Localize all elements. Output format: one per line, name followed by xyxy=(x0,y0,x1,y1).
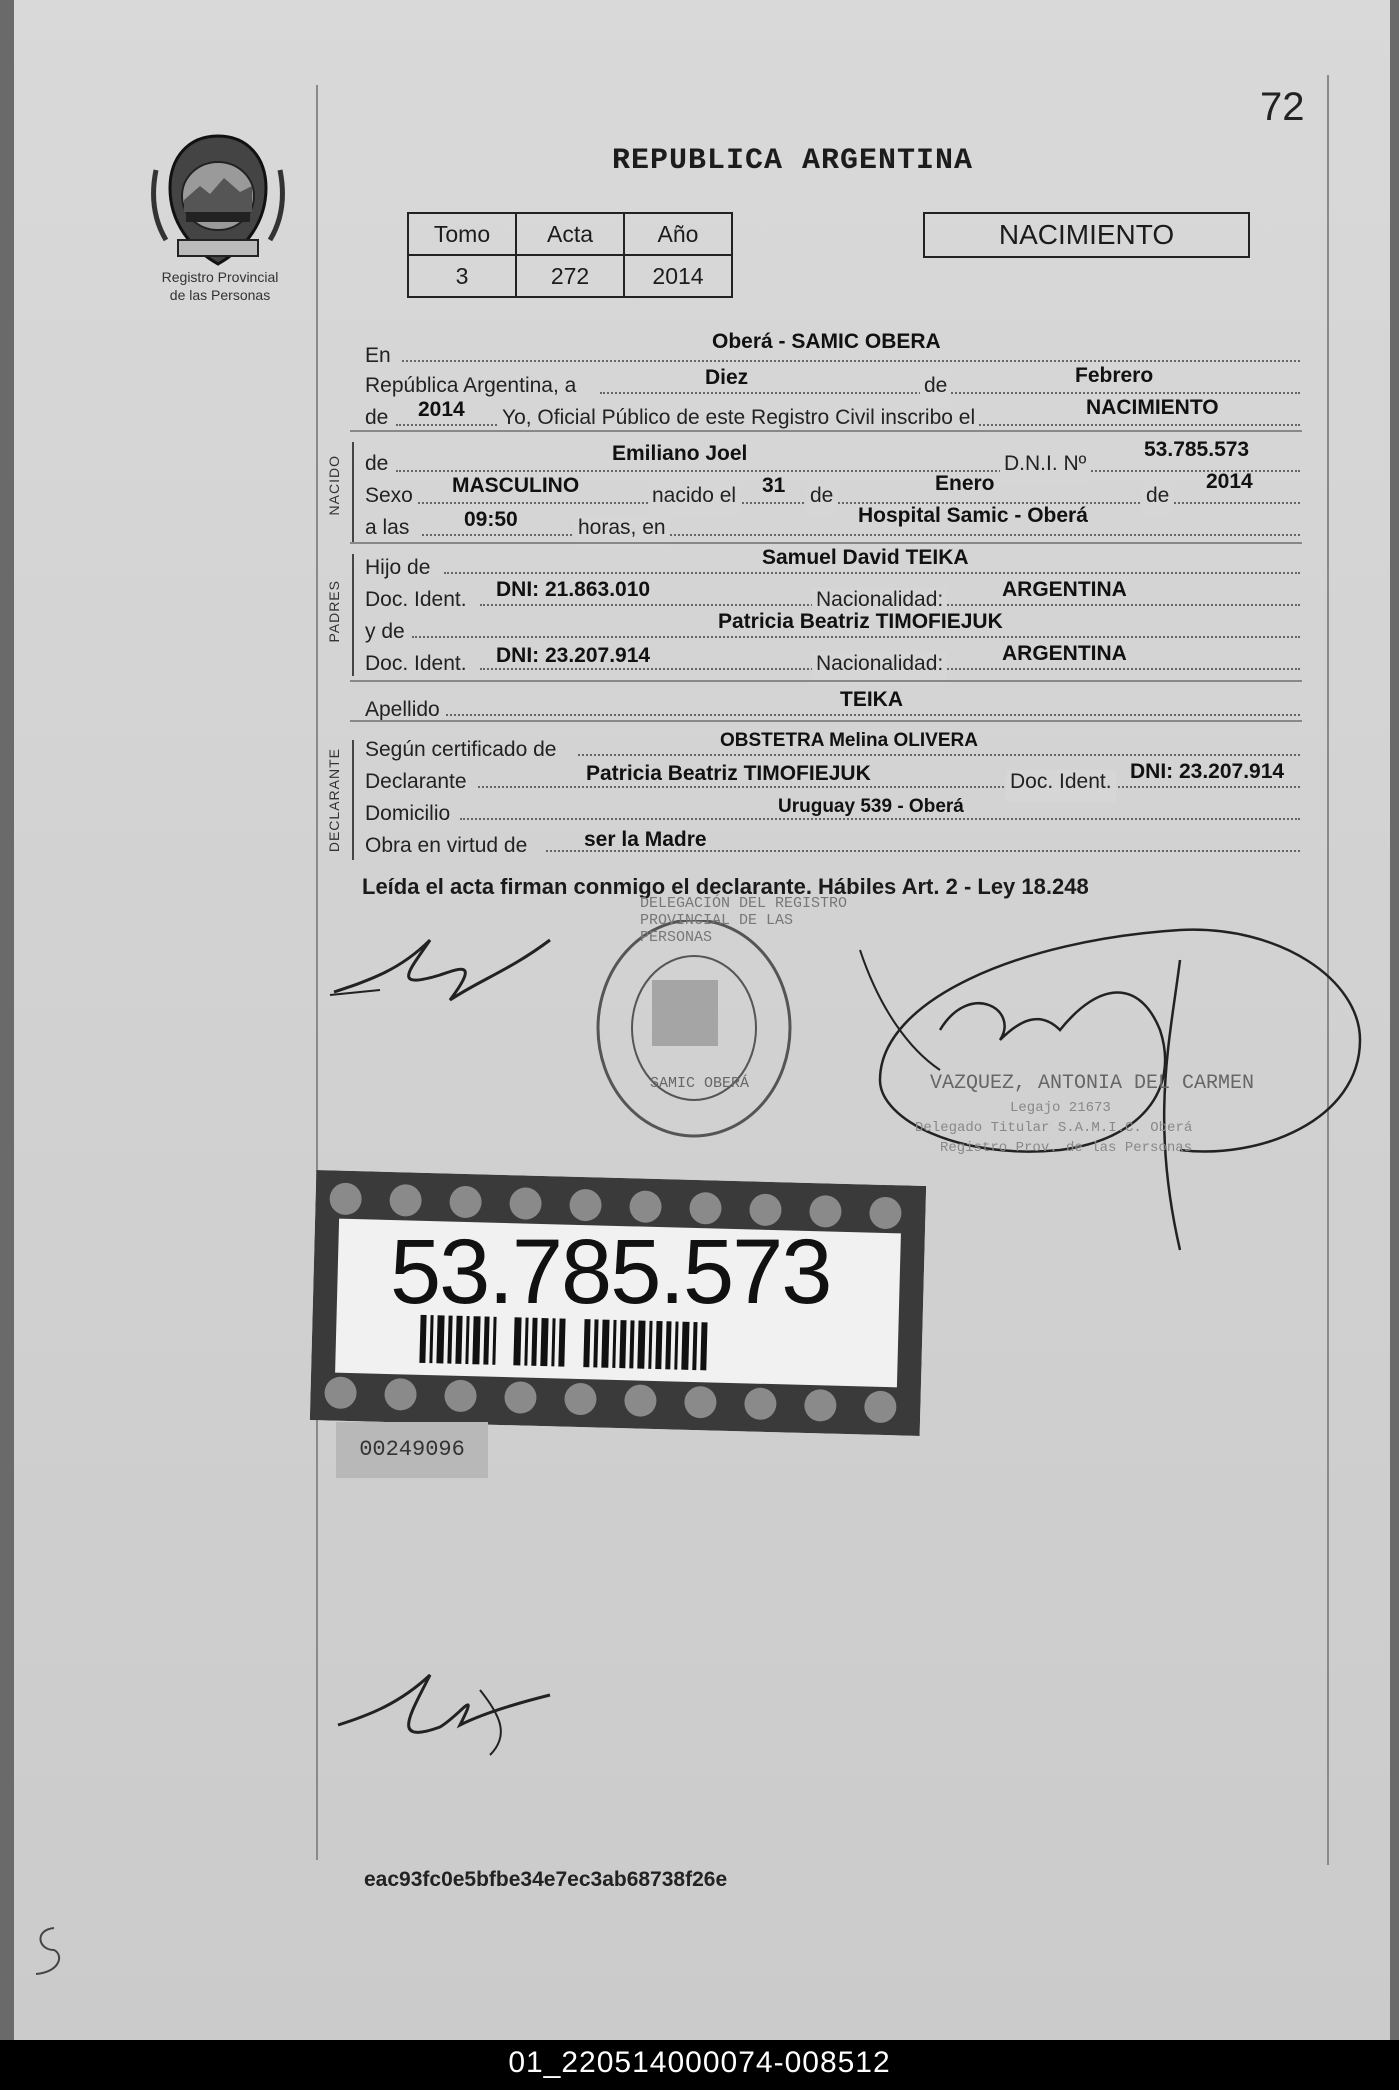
closing-statement: Leída el acta firman conmigo el declarante. Hábiles Art. 2 - Ley 18.248 xyxy=(362,874,1089,899)
label-yo-oficial: Yo, Oficial Público de este Registro Civil inscribo el xyxy=(498,406,979,438)
section-separator xyxy=(350,720,1302,722)
section-nacido: NACIDO xyxy=(326,455,342,516)
footer-filename: 01_220514000074-008512 xyxy=(508,2046,891,2079)
dotted-line xyxy=(578,754,1300,756)
official-cargo-2: Registro Prov. de las Personas xyxy=(940,1140,1193,1156)
value-hora: 09:50 xyxy=(464,508,518,531)
value-madre: Patricia Beatriz TIMOFIEJUK xyxy=(718,610,1003,633)
label-segun-certificado: Según certificado de xyxy=(365,738,557,761)
value-dia-letras: Diez xyxy=(705,366,749,389)
section-separator xyxy=(350,542,1302,544)
label-de-mes-nac: de xyxy=(806,484,837,516)
value-tipo-insc: NACIMIENTO xyxy=(1086,396,1219,419)
tomo-label: Tomo xyxy=(408,213,516,255)
acta-value: 272 xyxy=(516,255,624,297)
registry-line-1: Registro Provincial xyxy=(161,269,279,285)
value-anio-insc: 2014 xyxy=(418,398,465,421)
dotted-line xyxy=(402,360,1300,362)
stamp-text: DELEGACIÓN DEL REGISTRO PROVINCIAL DE LAS PERSONAS xyxy=(640,895,848,946)
dni-label-number: 53.785.573 xyxy=(390,1221,831,1323)
official-details xyxy=(915,1098,1192,1158)
value-dia-nac: 31 xyxy=(762,474,786,497)
lower-signature xyxy=(330,1655,570,1765)
left-margin-line xyxy=(316,85,318,1860)
value-nombre: Emiliano Joel xyxy=(612,442,748,465)
label-y-de: y de xyxy=(365,620,405,643)
official-legajo: Legajo 21673 xyxy=(1010,1100,1111,1116)
dotted-line xyxy=(396,470,1300,472)
serial-number: 00249096 xyxy=(336,1422,488,1478)
label-republica: República Argentina, a xyxy=(365,374,577,397)
label-apellido: Apellido xyxy=(365,698,440,721)
anio-label: Año xyxy=(624,213,732,255)
official-cargo-1: Delegado Titular S.A.M.I.C. Oberá xyxy=(915,1120,1193,1136)
label-nacionalidad-madre: Nacionalidad: xyxy=(812,652,947,684)
label-nacionalidad-padre: Nacionalidad: xyxy=(812,588,947,620)
label-doc-ident-madre: Doc. Ident. xyxy=(365,652,467,675)
value-en-virtud: ser la Madre xyxy=(584,828,707,851)
page-number: 72 xyxy=(1260,85,1305,129)
label-de-anio: de xyxy=(365,406,389,429)
section-bracket xyxy=(352,554,354,676)
dotted-line xyxy=(412,636,1300,638)
label-sexo: Sexo xyxy=(365,484,413,507)
value-madre-doc: DNI: 23.207.914 xyxy=(496,644,651,667)
registry-line-2: de las Personas xyxy=(169,287,271,303)
tomo-value: 3 xyxy=(408,255,516,297)
label-domicilio: Domicilio xyxy=(365,802,451,825)
label-de-anio-nac: de xyxy=(1142,484,1173,516)
value-apellido: TEIKA xyxy=(840,688,903,711)
tomo-acta-anio-table xyxy=(407,212,733,298)
corner-mark-icon xyxy=(24,1920,74,1980)
section-separator xyxy=(350,680,1302,682)
value-dni: 53.785.573 xyxy=(1144,438,1250,461)
dotted-line xyxy=(446,714,1300,716)
section-padres: PADRES xyxy=(326,580,342,643)
section-bracket xyxy=(352,442,354,542)
label-nacido-el: nacido el xyxy=(648,484,740,516)
label-dni: D.N.I. Nº xyxy=(1000,452,1090,484)
value-lugar-nac: Hospital Samic - Oberá xyxy=(858,504,1088,527)
value-anio-nac: 2014 xyxy=(1206,470,1253,493)
dotted-line xyxy=(422,534,1300,536)
label-en: En xyxy=(365,344,391,367)
registry-name xyxy=(140,268,300,304)
label-horas-en: horas, en xyxy=(574,516,670,548)
section-declarante: DECLARANTE xyxy=(326,748,342,853)
provincial-emblem-icon xyxy=(148,130,288,270)
value-padre: Samuel David TEIKA xyxy=(762,546,969,569)
stamp-inner-text: SAMIC OBERÁ xyxy=(650,1075,750,1092)
label-de-mes: de xyxy=(920,374,951,406)
label-hijo-de: Hijo de xyxy=(365,556,431,579)
value-sexo: MASCULINO xyxy=(452,474,580,497)
label-obra-en-virtud: Obra en virtud de xyxy=(365,834,528,857)
value-domicilio: Uruguay 539 - Oberá xyxy=(778,796,964,817)
record-type-box: NACIMIENTO xyxy=(923,212,1250,258)
section-separator xyxy=(350,430,1302,432)
label-declarante: Declarante xyxy=(365,770,467,793)
dotted-line xyxy=(460,818,1300,820)
value-madre-nac: ARGENTINA xyxy=(1002,642,1127,665)
value-declarante: Patricia Beatriz TIMOFIEJUK xyxy=(586,762,871,785)
value-mes: Febrero xyxy=(1075,364,1154,387)
acta-label: Acta xyxy=(516,213,624,255)
label-doc-ident-padre: Doc. Ident. xyxy=(365,588,467,611)
dotted-line xyxy=(478,786,1300,788)
value-lugar: Oberá - SAMIC OBERA xyxy=(712,330,941,353)
label-doc-ident-declarante: Doc. Ident. xyxy=(1006,770,1116,802)
label-a-las: a las xyxy=(365,516,410,539)
dotted-line xyxy=(444,572,1300,574)
value-declarante-doc: DNI: 23.207.914 xyxy=(1130,760,1285,783)
document-title: REPUBLICA ARGENTINA xyxy=(612,144,974,178)
official-name: VAZQUEZ, ANTONIA DEL CARMEN xyxy=(930,1072,1255,1095)
section-bracket xyxy=(352,740,354,860)
document-hash: eac93fc0e5bfbe34e7ec3ab68738f26e xyxy=(364,1868,728,1891)
anio-value: 2014 xyxy=(624,255,732,297)
value-mes-nac: Enero xyxy=(935,472,995,495)
value-certificado: OBSTETRA Melina OLIVERA xyxy=(720,730,978,751)
value-padre-nac: ARGENTINA xyxy=(1002,578,1127,601)
value-padre-doc: DNI: 21.863.010 xyxy=(496,578,651,601)
label-de-nombre: de xyxy=(365,452,389,475)
